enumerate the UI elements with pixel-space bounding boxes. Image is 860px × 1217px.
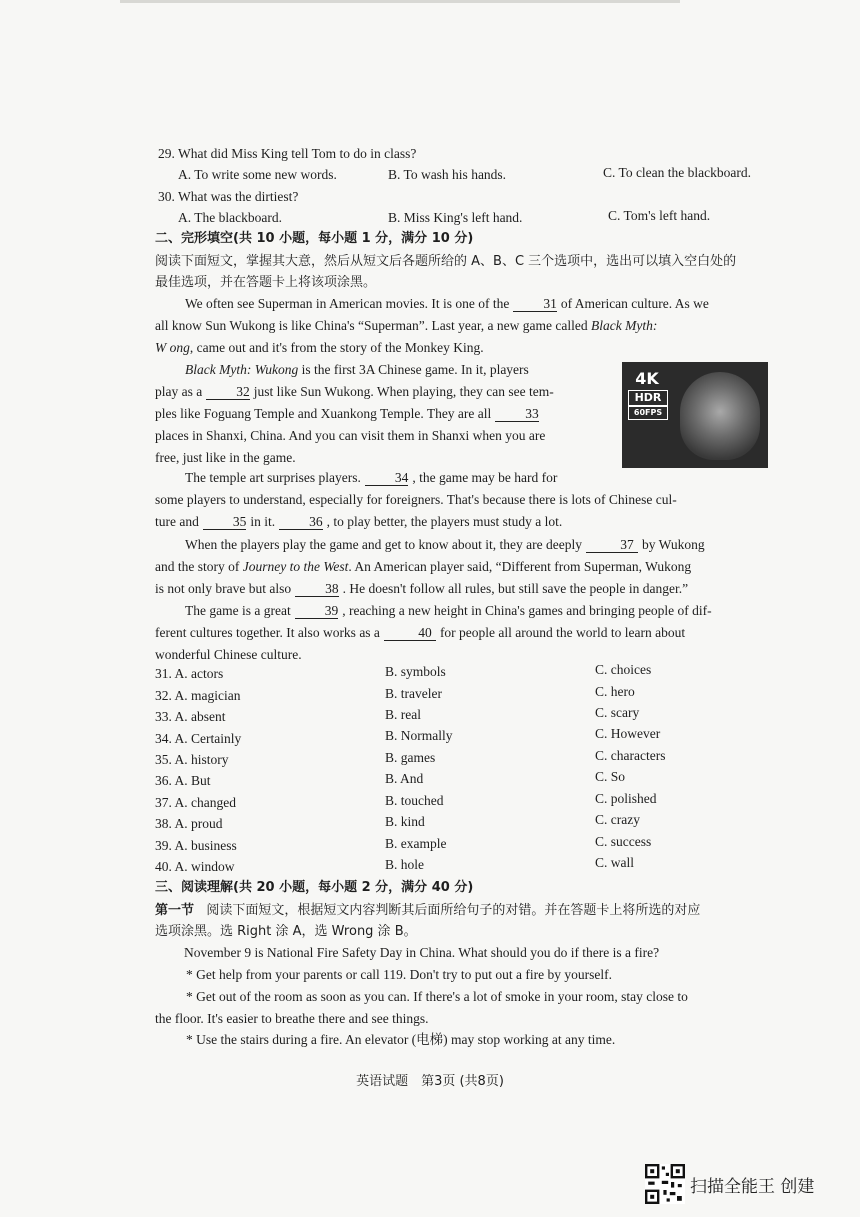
option-40-a: 40. A. window (155, 859, 235, 874)
blank-36: 36 (279, 514, 323, 530)
blank-38: 38 (295, 581, 339, 597)
option-32-a: 32. A. magician (155, 688, 241, 703)
option-35-a: 35. A. history (155, 752, 229, 767)
option-36-a: 36. A. But (155, 773, 211, 788)
game-poster-image: 4K HDR 60FPS (622, 362, 768, 468)
option-31-c: C. choices (595, 662, 652, 677)
passage-paragraph-2: Black Myth: Wukong is the first 3A Chinese game. In it, players play as a 32 just like Sun Wukong. When playing, they can see tem- ples like Foguang Temple and Xuankong Temple. They are all 33 places in Shanxi, China. And you can visit them in Shanxi when you are free, just like in the game. (155, 362, 554, 465)
option-35-b: B. games (385, 750, 436, 765)
option-32-c: C. hero (595, 684, 635, 699)
q30-option-a: A. The blackboard. (178, 210, 282, 225)
option-40-c: C. wall (595, 855, 634, 870)
passage-paragraph-5: The game is a great 39 , reaching a new height in China's games and bringing people of dif- ferent cultures together. It also works as a 40 for people all around the world to learn about wonderful Chinese culture. (155, 603, 712, 662)
option-40-b: B. hole (385, 857, 424, 872)
option-39-c: C. success (595, 834, 652, 849)
option-33-c: C. scary (595, 705, 640, 720)
section3-subsection: 第一节 阅读下面短文，根据短文内容判断其后面所给句子的对错。并在答题卡上将所选的对应 (155, 903, 701, 918)
option-32-b: B. traveler (385, 686, 442, 701)
option-36-b: B. And (385, 771, 424, 786)
option-38-a: 38. A. proud (155, 816, 223, 831)
q29-option-b: B. To wash his hands. (388, 167, 507, 182)
page-footer: 英语试题 第3页 (共8页) (356, 1074, 504, 1089)
section2-heading: 二、完形填空(共 10 小题，每小题 1 分，满分 10 分) (155, 231, 474, 246)
blank-33: 33 (495, 406, 539, 422)
blank-31: 31 (513, 296, 557, 312)
blank-39: 39 (295, 603, 339, 619)
q29-option-a: A. To write some new words. (178, 167, 337, 182)
blank-40: 40 (384, 625, 436, 641)
reading-bullet-1: * Get help from your parents or call 119. Don't try to put out a fire by yourself. (186, 967, 612, 982)
reading-intro: November 9 is National Fire Safety Day in China. What should you do if there is a fire? (184, 945, 660, 960)
reading-bullet-2-cont: the floor. It's easier to breathe there and see things. (155, 1011, 429, 1026)
option-37-c: C. polished (595, 791, 657, 806)
option-34-b: B. Normally (385, 728, 453, 743)
blank-35: 35 (203, 514, 247, 530)
option-36-c: C. So (595, 769, 626, 784)
option-31-a: 31. A. actors (155, 666, 224, 681)
qr-code-icon (645, 1164, 685, 1204)
option-35-c: C. characters (595, 748, 666, 763)
q30-option-b: B. Miss King's left hand. (388, 210, 523, 225)
q30-option-c: C. Tom's left hand. (608, 208, 711, 223)
section2-instruction-2: 最佳选项，并在答题卡上将该项涂黑。 (155, 275, 377, 290)
passage-paragraph-4: When the players play the game and get to know about it, they are deeply 37 by Wukong and the story of Journey to the West. An American player said, “Different from Superman, Wukong is not only brave but also 38 . He doesn't follow all rules, but still save the people in danger.” (155, 537, 705, 596)
reading-bullet-3: * Use the stairs during a fire. An elevator (电梯) may stop working at any time. (186, 1032, 616, 1047)
blank-34: 34 (365, 470, 409, 486)
reading-bullet-2: * Get out of the room as soon as you can. If there's a lot of smoke in your room, stay close to (186, 989, 688, 1004)
section2-instruction-1: 阅读下面短文，掌握其大意，然后从短文后各题所给的 A、B、C 三个选项中，选出可以填入空白处的 (155, 254, 737, 269)
option-37-b: B. touched (385, 793, 444, 808)
blank-37: 37 (586, 537, 638, 553)
q30-question: 30. What was the dirtiest? (158, 189, 299, 204)
scanner-watermark: 扫描全能王 创建 (690, 1177, 815, 1197)
q29-option-c: C. To clean the blackboard. (603, 165, 752, 180)
passage-paragraph-1: We often see Superman in American movies. It is one of the 31 of American culture. As we all know Sun Wukong is like China's “Superman”. Last year, a new game called Black Myth: W ong, came out and it's from the story of the Monkey King. (155, 296, 709, 355)
section3-heading: 三、阅读理解(共 20 小题，每小题 2 分，满分 40 分) (155, 880, 474, 895)
section3-instruction-2: 选项涂黑。选 Right 涂 A，选 Wrong 涂 B。 (155, 924, 417, 939)
option-37-a: 37. A. changed (155, 795, 236, 810)
top-edge (120, 0, 680, 3)
option-33-b: B. real (385, 707, 421, 722)
passage-paragraph-3: The temple art surprises players. 34 , the game may be hard for some players to understand, especially for foreigners. That's because there is lots of Chinese cul- ture and 35 in it. 36 , to play better, the players must study a lot. (155, 470, 677, 529)
option-39-b: B. example (385, 836, 447, 851)
blank-32: 32 (206, 384, 250, 400)
option-38-c: C. crazy (595, 812, 640, 827)
q29-question: 29. What did Miss King tell Tom to do in class? (158, 146, 417, 161)
wukong-face-illustration (680, 372, 760, 460)
option-33-a: 33. A. absent (155, 709, 226, 724)
option-34-c: C. However (595, 726, 661, 741)
option-38-b: B. kind (385, 814, 425, 829)
option-39-a: 39. A. business (155, 838, 237, 853)
option-31-b: B. symbols (385, 664, 446, 679)
option-34-a: 34. A. Certainly (155, 731, 242, 746)
